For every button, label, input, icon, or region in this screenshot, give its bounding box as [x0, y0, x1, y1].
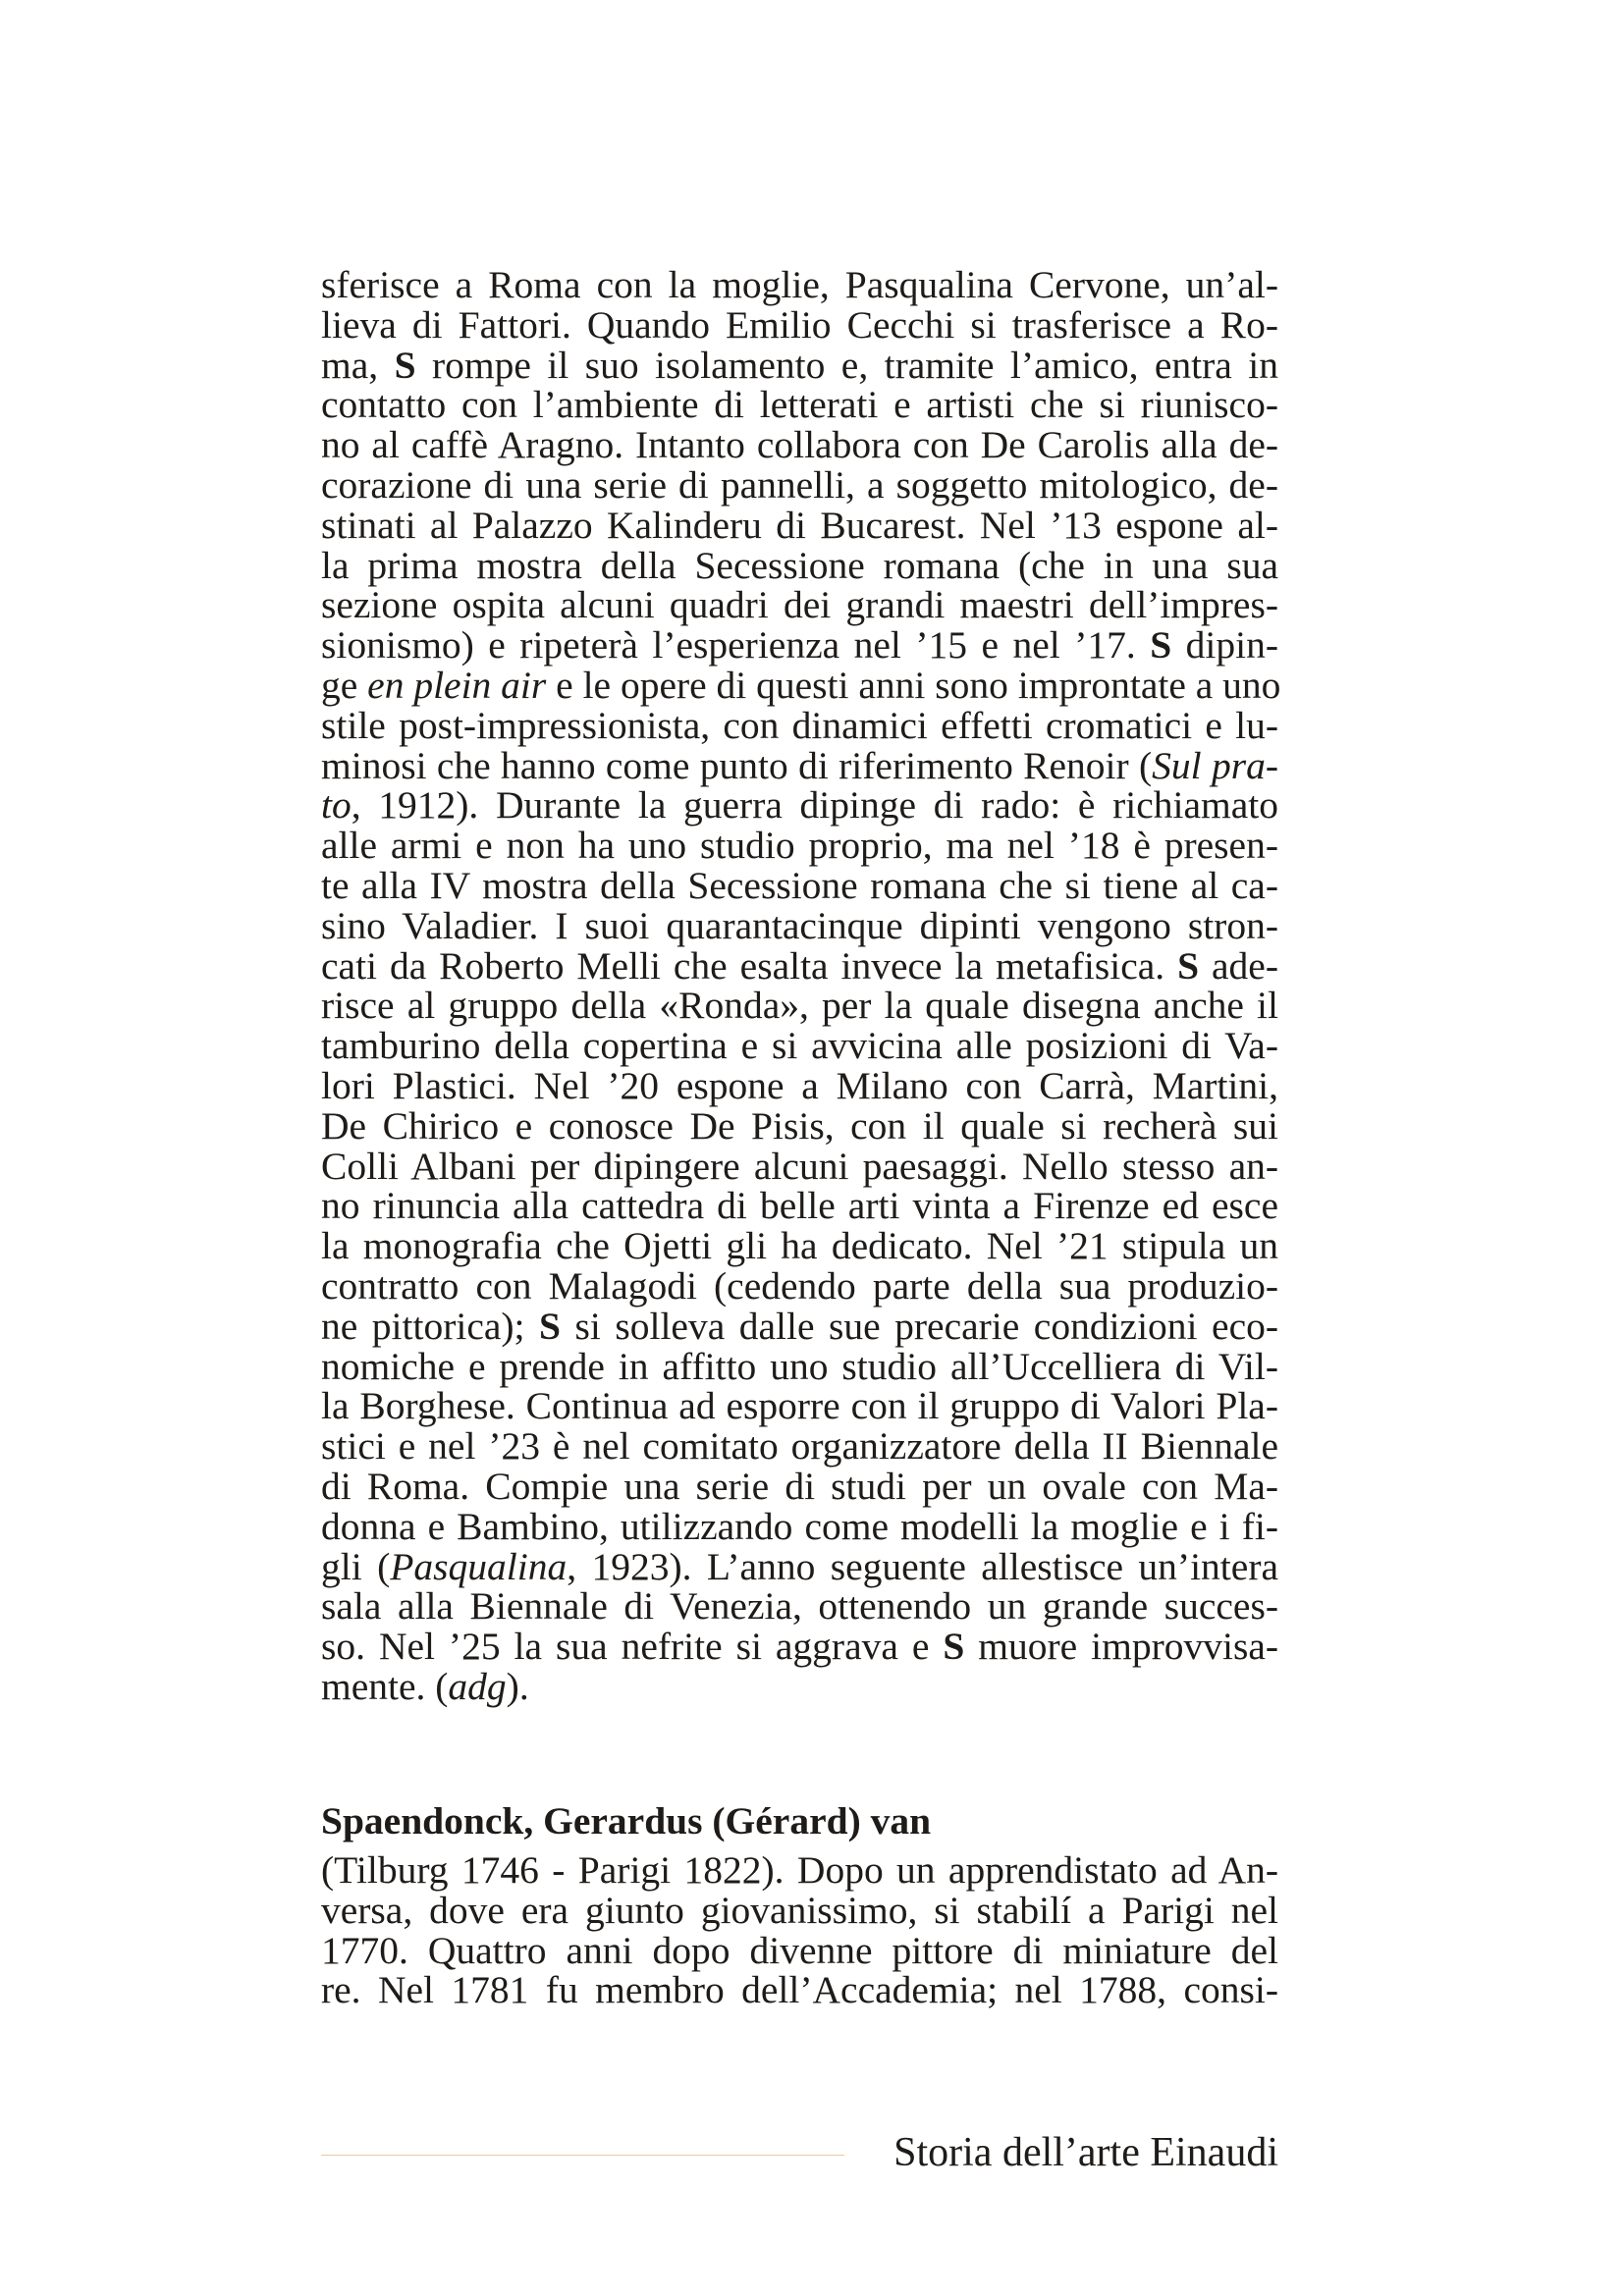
- text-line: donna e Bambino, utilizzando come modelli la moglie e i fi-: [321, 1504, 1278, 1548]
- text-line: Colli Albani per dipingere alcuni paesaggi. Nello stesso an-: [321, 1144, 1278, 1188]
- text-line: stinati al Palazzo Kalinderu di Bucarest. Nel ’13 espone al-: [321, 503, 1278, 547]
- text-line: cati da Roberto Melli che esalta invece la metafisica. S ade-: [321, 943, 1278, 988]
- text-line: stile post-impressionista, con dinamici effetti cromatici e lu-: [321, 703, 1278, 747]
- text-line: alle armi e non ha uno studio proprio, ma nel ’18 è presen-: [321, 824, 1278, 868]
- text-line: contatto con l’ambiente di letterati e artisti che si riunisco-: [321, 383, 1278, 427]
- text-line: lori Plastici. Nel ’20 espone a Milano con Carrà, Martini,: [321, 1063, 1278, 1107]
- text-line: no rinuncia alla cattedra di belle arti vinta a Firenze ed esce: [321, 1184, 1278, 1228]
- text-line: ne pittorica); S si solleva dalle sue precarie condizioni eco-: [321, 1304, 1278, 1348]
- text-line: ma, S rompe il suo isolamento e, tramite l’amico, entra in: [321, 343, 1278, 387]
- text-line: to, 1912). Durante la guerra dipinge di rado: è richiamato: [321, 783, 1278, 828]
- text-line: no al caffè Aragno. Intanto collabora con De Carolis alla de-: [321, 423, 1278, 467]
- text-line: te alla IV mostra della Secessione romana che si tiene al ca-: [321, 863, 1278, 907]
- footer-publication-label: Storia dell’arte Einaudi: [893, 2130, 1278, 2175]
- text-line: stici e nel ’23 è nel comitato organizzatore della II Biennale: [321, 1424, 1278, 1468]
- text-line: lieva di Fattori. Quando Emilio Cecchi si trasferisce a Ro-: [321, 302, 1278, 347]
- text-line: la monografia che Ojetti gli ha dedicato. Nel ’21 stipula un: [321, 1224, 1278, 1268]
- text-line: gli (Pasqualina, 1923). L’anno seguente allestisce un’intera: [321, 1544, 1279, 1588]
- text-line: di Roma. Compie una serie di studi per un ovale con Ma-: [321, 1464, 1278, 1508]
- entry-paragraph: [321, 263, 1281, 1708]
- text-line: 1770. Quattro anni dopo divenne pittore di miniature del: [321, 1928, 1278, 1972]
- text-line: re. Nel 1781 fu membro dell’Accademia; nel 1788, consi-: [321, 1968, 1278, 2012]
- text-line: minosi che hanno come punto di riferimento Renoir (Sul pra-: [321, 743, 1278, 787]
- text-line: sionismo) e ripeterà l’esperienza nel ’15 e nel ’17. S dipin-: [321, 623, 1278, 667]
- entry-body-continuation: [321, 263, 1281, 1708]
- text-line: risce al gruppo della «Ronda», per la quale disegna anche il: [321, 984, 1278, 1028]
- text-line: contratto con Malagodi (cedendo parte della sua produzio-: [321, 1263, 1278, 1308]
- entry-heading: Spaendonck, Gerardus (Gérard) van: [321, 1799, 932, 1842]
- text-line: la Borghese. Continua ad esporre con il gruppo di Valori Pla-: [321, 1384, 1278, 1428]
- text-line: tamburino della copertina e si avvicina alle posizioni di Va-: [321, 1024, 1278, 1068]
- text-line: sala alla Biennale di Venezia, ottenendo un grande succes-: [321, 1584, 1278, 1629]
- text-line: nomiche e prende in affitto uno studio all’Uccelliera di Vil-: [321, 1344, 1278, 1388]
- text-line: la prima mostra della Secessione romana (che in una sua: [321, 543, 1278, 587]
- text-line: sferisce a Roma con la moglie, Pasqualina Cervone, un’al-: [321, 263, 1278, 306]
- text-line: mente. (adg).: [321, 1664, 529, 1708]
- text-line: sino Valadier. I suoi quarantacinque dipinti vengono stron-: [321, 903, 1278, 947]
- text-line: ge en plein air e le opere di questi anni sono improntate a uno: [321, 663, 1281, 707]
- text-line: De Chirico e conosce De Pisis, con il quale si recherà sui: [321, 1103, 1278, 1148]
- footer-divider: [321, 2155, 844, 2156]
- text-line: versa, dove era giunto giovanissimo, si stabilí a Parigi nel: [321, 1888, 1278, 1932]
- entry-paragraph: [321, 1850, 1278, 2010]
- text-line: corazione di una serie di pannelli, a soggetto mitologico, de-: [321, 462, 1278, 507]
- text-line: (Tilburg 1746 - Parigi 1822). Dopo un apprendistato ad An-: [321, 1848, 1278, 1892]
- text-line: so. Nel ’25 la sua nefrite si aggrava e S muore improvvisa-: [321, 1625, 1279, 1669]
- text-line: sezione ospita alcuni quadri dei grandi maestri dell’impres-: [321, 583, 1278, 627]
- entry-body: [321, 1850, 1278, 2010]
